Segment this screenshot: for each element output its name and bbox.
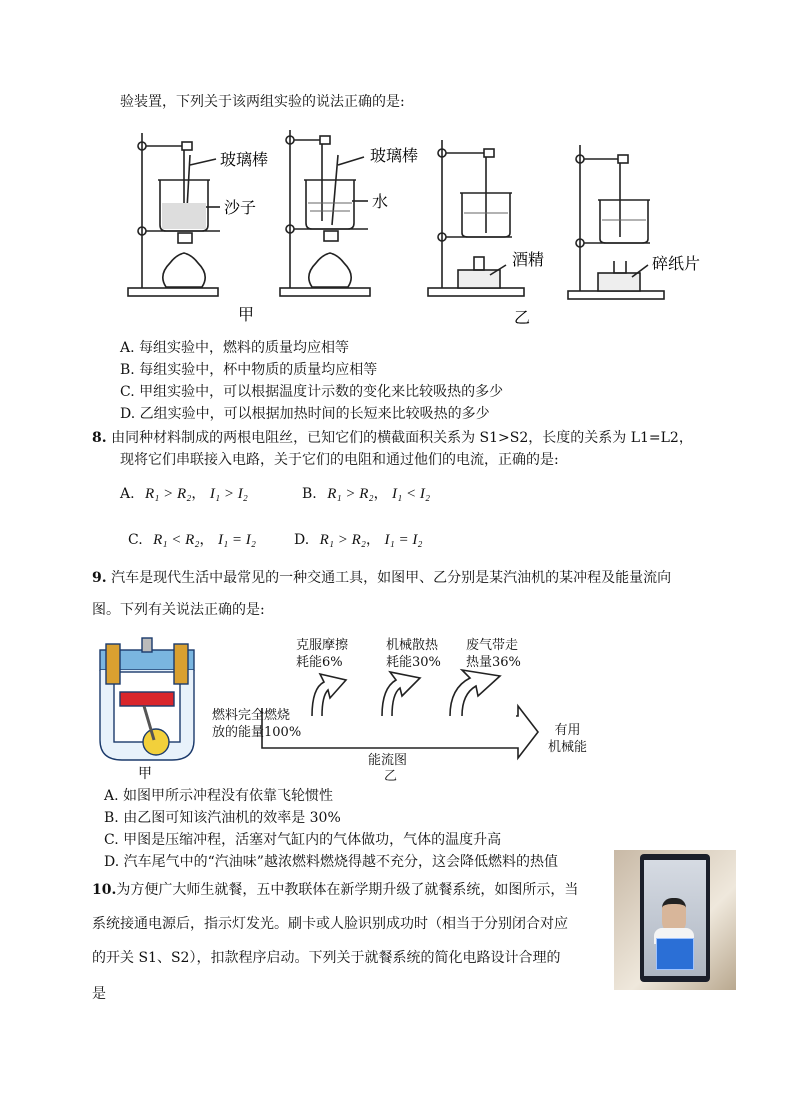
label-glass-rod-1: 玻璃棒 xyxy=(220,150,269,169)
q9-line1 xyxy=(92,568,671,588)
flow-loss-exhaust: 废气带走 热量36% xyxy=(466,638,521,670)
q8-line2: 现将它们串联接入电路，关于它们的电阻和通过他们的电流，正确的是: xyxy=(120,452,559,468)
q8-number: 8. xyxy=(92,430,107,446)
q7-option-b: B. 每组实验中，杯中物质的质量均应相等 xyxy=(120,362,378,378)
q10-number: 10. xyxy=(92,882,117,898)
flow-caption: 乙 xyxy=(384,769,398,784)
face-terminal-photo xyxy=(614,850,736,990)
label-glass-rod-2: 玻璃棒 xyxy=(370,146,419,165)
label-water: 水 xyxy=(372,192,389,211)
q10-line2: 系统接通电源后，指示灯发光。刷卡或人脸识别成功时（相当于分别闭合对应 xyxy=(92,916,568,932)
q8-line1 xyxy=(92,428,693,448)
caption-jia: 甲 xyxy=(238,305,255,324)
engine-diagram xyxy=(92,630,202,780)
q9-option-c: C. 甲图是压缩冲程，活塞对气缸内的气体做功，气体的温度升高 xyxy=(104,832,502,848)
q7-option-c: C. 甲组实验中，可以根据温度计示数的变化来比较吸热的多少 xyxy=(120,384,504,400)
face-preview-box xyxy=(656,938,694,970)
intro-line: 验装置，下列关于该两组实验的说法正确的是: xyxy=(120,94,405,110)
q8-stem: 由同种材料制成的两根电阻丝，已知它们的横截面积关系为 S1>S2，长度的关系为 L1=L2， xyxy=(111,430,693,446)
q7-option-a: A. 每组实验中，燃料的质量均应相等 xyxy=(120,340,350,356)
q9-option-a: A. 如图甲所示冲程没有依靠飞轮惯性 xyxy=(104,788,334,804)
q10-line3: 的开关 S1、S2），扣款程序启动。下列关于就餐系统的简化电路设计合理的 xyxy=(92,950,561,966)
q8-option-a: A. R₁ > R₂， I₁ > I₂ xyxy=(120,486,248,502)
q8-option-b: B. R₁ > R₂， I₁ < I₂ xyxy=(302,486,431,502)
caption-yi: 乙 xyxy=(514,308,531,327)
terminal-screen xyxy=(640,854,710,982)
q7-option-d: D. 乙组实验中，可以根据加热时间的长短来比较吸热的多少 xyxy=(120,406,490,422)
flow-loss-heat: 机械散热 耗能30% xyxy=(386,638,441,670)
q8-option-d: D. R₁ > R₂， I₁ = I₂ xyxy=(294,532,423,548)
label-alcohol: 酒精 xyxy=(512,250,545,269)
q9-stem: 汽车是现代生活中最常见的一种交通工具，如图甲、乙分别是某汽油机的某冲程及能量流向 xyxy=(111,570,672,586)
flow-input: 燃料完全燃烧 放的能量100% xyxy=(212,708,302,740)
label-sand: 沙子 xyxy=(224,198,257,217)
q10-stem: 为方便广大师生就餐，五中教联体在新学期升级了就餐系统，如图所示，当 xyxy=(116,882,579,898)
flow-title: 能流图 xyxy=(368,753,408,768)
q10-line1 xyxy=(92,880,578,900)
q10-line4: 是 xyxy=(92,986,106,1002)
experiment-figure xyxy=(120,125,740,330)
flow-output: 有用 机械能 xyxy=(548,723,588,755)
engine-caption: 甲 xyxy=(138,766,152,780)
q9-option-d: D. 汽车尾气中的“汽油味”越浓燃料燃烧得越不充分，这会降低燃料的热值 xyxy=(104,854,558,870)
q9-line2: 图。下列有关说法正确的是: xyxy=(92,602,265,618)
q9-option-b: B. 由乙图可知该汽油机的效率是 30% xyxy=(104,810,341,826)
q8-option-c: C. R₁ < R₂， I₁ = I₂ xyxy=(128,532,257,548)
label-paper: 碎纸片 xyxy=(652,254,701,273)
flow-loss-friction: 克服摩擦 耗能6% xyxy=(296,638,349,670)
q9-number: 9. xyxy=(92,570,107,586)
